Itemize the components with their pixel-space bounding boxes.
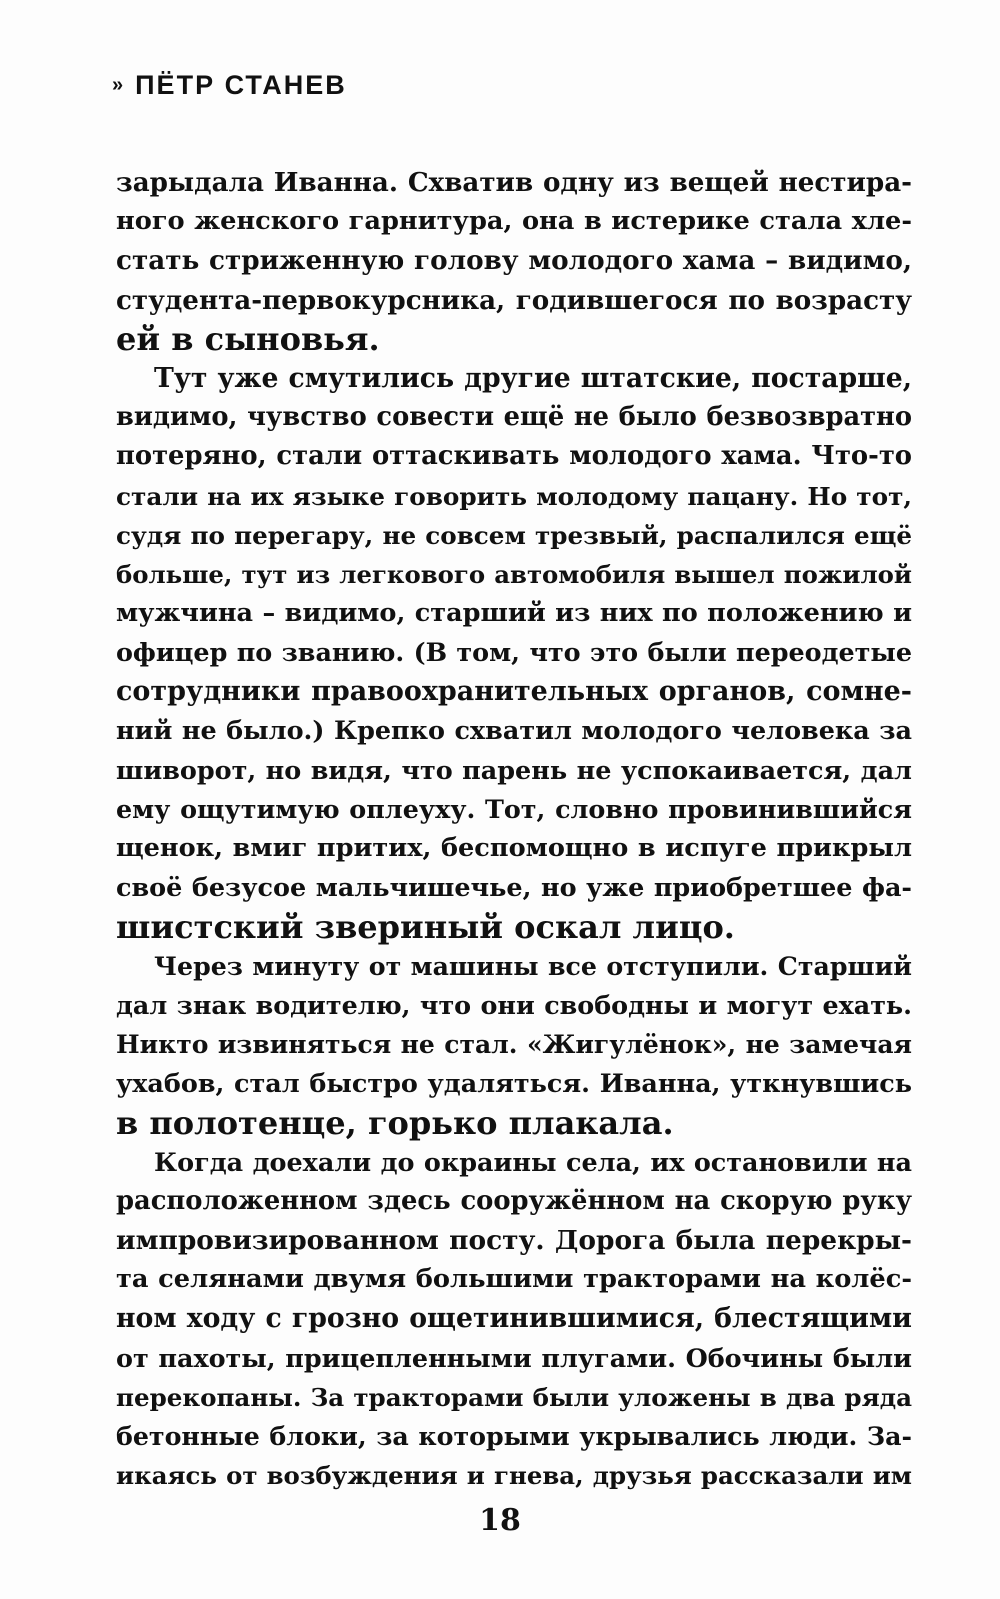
text-line: потеряно, стали оттаскивать молодого хама. Что-то: [116, 441, 912, 472]
paragraph: [116, 947, 912, 1143]
text-line: больше, тут из легкового автомобиля вышел пожилой: [116, 559, 912, 589]
text-line: расположенном здесь сооружённом на скорую руку: [116, 1185, 912, 1216]
text-line: в полотенце, горько плакала.: [116, 1103, 674, 1142]
text-line: перекопаны. За тракторами были уложены в два ряда: [116, 1382, 912, 1412]
text-line: ей в сыновья.: [116, 319, 380, 358]
text-line: студента-первокурсника, годившегося по возрасту: [116, 284, 912, 316]
text-line: дал знак водителю, что они свободны и могут ехать.: [116, 989, 912, 1020]
text-line: мужчина – видимо, старший из них по положению и: [116, 598, 912, 629]
paragraph: [116, 163, 912, 359]
author-name: ПЁТР СТАНЕВ: [135, 70, 347, 100]
text-line: офицер по званию. (В том, что это были переодетые: [116, 637, 912, 668]
text-line: импровизированном посту. Дорога была перекры-: [116, 1225, 912, 1257]
text-line: икаясь от возбуждения и гнева, друзья рассказали им: [116, 1461, 912, 1491]
text-line: зарыдала Иванна. Схватив одну из вещей нестира-: [116, 167, 912, 198]
text-line: от пахоты, прицепленными плугами. Обочины были: [116, 1342, 912, 1373]
text-line: сотрудники правоохранительных органов, сомне-: [116, 676, 912, 708]
paragraph: [116, 359, 912, 947]
text-line: шистский звериный оскал лицо.: [116, 907, 735, 946]
text-line: судя по перегару, не совсем трезвый, распалился ещё: [116, 520, 912, 550]
text-line: стать стриженную голову молодого хама – видимо,: [116, 245, 912, 277]
text-line: ему ощутимую оплеуху. Тот, словно провинившийся: [116, 794, 912, 824]
page-number: 18: [479, 1503, 521, 1538]
text-line: Тут уже смутились другие штатские, постарше,: [154, 362, 912, 394]
text-line: шиворот, но видя, что парень не успокаивается, дал: [116, 754, 912, 785]
paragraph: [116, 1143, 912, 1496]
text-line: Никто извиняться не стал. «Жигулёнок», не замечая: [116, 1030, 912, 1060]
text-line: ний не было.) Крепко схватил молодого человека за: [116, 715, 912, 746]
text-line: своё безусое мальчишечье, но уже приобретшее фа-: [116, 872, 912, 903]
body-text: [116, 163, 912, 1495]
text-line: та селянами двумя большими тракторами на колёс-: [116, 1264, 912, 1295]
text-line: ухабов, стал быстро удаляться. Иванна, уткнувшись: [116, 1068, 912, 1099]
text-line: бетонные блоки, за которыми укрывались люди. За-: [116, 1421, 912, 1451]
text-line: щенок, вмиг притих, беспомощно в испуге прикрыл: [116, 833, 912, 864]
section-marker: »: [112, 74, 126, 96]
text-line: видимо, чувство совести ещё не было безвозвратно: [116, 402, 912, 433]
text-line: Когда доехали до окраины села, их остановили на: [154, 1146, 912, 1177]
running-head: [112, 70, 347, 101]
text-line: Через минуту от машины все отступили. Старший: [154, 950, 912, 981]
text-line: ном ходу с грозно ощетинившимися, блестящими: [116, 1303, 912, 1335]
text-line: ного женского гарнитура, она в истерике стала хле-: [116, 206, 912, 237]
text-line: стали на их языке говорить молодому пацану. Но тот,: [116, 481, 912, 511]
